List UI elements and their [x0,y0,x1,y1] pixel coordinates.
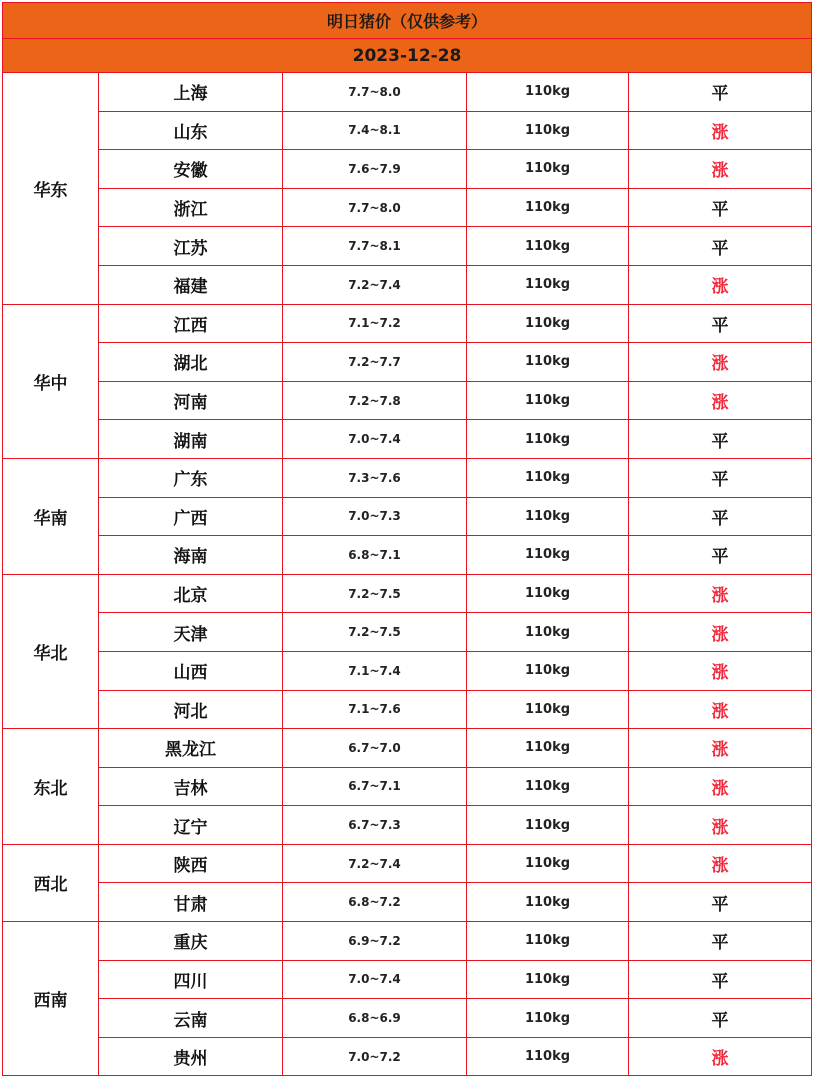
table-row [3,844,812,883]
table-row [3,574,812,613]
province-cell: 山东 [99,111,283,150]
weight-cell: 110kg [467,999,629,1038]
table-row [3,960,812,999]
trend-cell: 涨 [629,574,812,613]
weight-cell: 110kg [467,150,629,189]
price-range-cell: 7.2~7.5 [283,613,467,652]
price-range-cell: 6.7~7.3 [283,806,467,845]
weight-cell: 110kg [467,227,629,266]
weight-cell: 110kg [467,767,629,806]
trend-cell: 涨 [629,1037,812,1076]
weight-cell: 110kg [467,651,629,690]
weight-cell: 110kg [467,73,629,112]
region-cell: 华中 [3,304,99,458]
table-row [3,883,812,922]
price-range-cell: 7.7~8.1 [283,227,467,266]
trend-cell: 涨 [629,690,812,729]
weight-cell: 110kg [467,458,629,497]
table-title: 明日猪价（仅供参考） [3,3,812,39]
province-cell: 海南 [99,536,283,575]
weight-cell: 110kg [467,420,629,459]
trend-cell: 涨 [629,150,812,189]
weight-cell: 110kg [467,922,629,961]
trend-cell: 平 [629,960,812,999]
table-row [3,150,812,189]
trend-cell: 平 [629,227,812,266]
trend-cell: 平 [629,458,812,497]
price-range-cell: 6.8~7.1 [283,536,467,575]
price-range-cell: 6.7~7.0 [283,729,467,768]
weight-cell: 110kg [467,806,629,845]
weight-cell: 110kg [467,536,629,575]
table-row [3,651,812,690]
trend-cell: 平 [629,188,812,227]
weight-cell: 110kg [467,729,629,768]
province-cell: 安徽 [99,150,283,189]
trend-cell: 平 [629,922,812,961]
table-row [3,111,812,150]
weight-cell: 110kg [467,690,629,729]
title-row [3,3,812,39]
region-cell: 西北 [3,844,99,921]
table-row [3,613,812,652]
province-cell: 河南 [99,381,283,420]
trend-cell: 涨 [629,767,812,806]
province-cell: 天津 [99,613,283,652]
trend-cell: 平 [629,883,812,922]
table-row [3,73,812,112]
price-range-cell: 7.4~8.1 [283,111,467,150]
weight-cell: 110kg [467,497,629,536]
province-cell: 广西 [99,497,283,536]
price-range-cell: 7.1~7.4 [283,651,467,690]
weight-cell: 110kg [467,188,629,227]
table-row [3,265,812,304]
table-row [3,304,812,343]
weight-cell: 110kg [467,265,629,304]
table-row [3,1037,812,1076]
province-cell: 重庆 [99,922,283,961]
table-row [3,343,812,382]
table-date: 2023-12-28 [3,39,812,73]
table-row [3,420,812,459]
price-range-cell: 7.1~7.2 [283,304,467,343]
table-row [3,806,812,845]
price-range-cell: 7.2~7.7 [283,343,467,382]
province-cell: 湖南 [99,420,283,459]
price-range-cell: 6.7~7.1 [283,767,467,806]
region-cell: 西南 [3,922,99,1076]
price-range-cell: 7.0~7.2 [283,1037,467,1076]
province-cell: 北京 [99,574,283,613]
price-range-cell: 7.6~7.9 [283,150,467,189]
trend-cell: 平 [629,536,812,575]
weight-cell: 110kg [467,304,629,343]
trend-cell: 平 [629,999,812,1038]
trend-cell: 平 [629,497,812,536]
province-cell: 福建 [99,265,283,304]
trend-cell: 平 [629,420,812,459]
weight-cell: 110kg [467,343,629,382]
trend-cell: 平 [629,304,812,343]
region-cell: 华南 [3,458,99,574]
trend-cell: 涨 [629,844,812,883]
table-row [3,497,812,536]
pig-price-table [2,2,812,1076]
weight-cell: 110kg [467,960,629,999]
table-body [3,3,812,1076]
table-row [3,227,812,266]
price-range-cell: 7.0~7.4 [283,420,467,459]
price-range-cell: 7.1~7.6 [283,690,467,729]
province-cell: 上海 [99,73,283,112]
price-range-cell: 7.2~7.5 [283,574,467,613]
province-cell: 江苏 [99,227,283,266]
province-cell: 四川 [99,960,283,999]
trend-cell: 涨 [629,111,812,150]
table-row [3,381,812,420]
region-cell: 华东 [3,73,99,305]
province-cell: 陕西 [99,844,283,883]
weight-cell: 110kg [467,844,629,883]
province-cell: 甘肃 [99,883,283,922]
province-cell: 湖北 [99,343,283,382]
trend-cell: 涨 [629,651,812,690]
province-cell: 河北 [99,690,283,729]
trend-cell: 涨 [629,613,812,652]
province-cell: 辽宁 [99,806,283,845]
trend-cell: 平 [629,73,812,112]
weight-cell: 110kg [467,381,629,420]
trend-cell: 涨 [629,729,812,768]
province-cell: 黑龙江 [99,729,283,768]
price-range-cell: 7.2~7.4 [283,265,467,304]
price-range-cell: 7.7~8.0 [283,188,467,227]
province-cell: 云南 [99,999,283,1038]
price-range-cell: 7.0~7.3 [283,497,467,536]
price-range-cell: 6.9~7.2 [283,922,467,961]
weight-cell: 110kg [467,613,629,652]
region-cell: 东北 [3,729,99,845]
table-row [3,458,812,497]
table-row [3,729,812,768]
table-row [3,690,812,729]
price-range-cell: 6.8~7.2 [283,883,467,922]
price-range-cell: 7.2~7.8 [283,381,467,420]
table-row [3,767,812,806]
price-range-cell: 7.7~8.0 [283,73,467,112]
province-cell: 广东 [99,458,283,497]
table-row [3,536,812,575]
weight-cell: 110kg [467,111,629,150]
trend-cell: 涨 [629,381,812,420]
province-cell: 山西 [99,651,283,690]
price-range-cell: 6.8~6.9 [283,999,467,1038]
weight-cell: 110kg [467,1037,629,1076]
price-range-cell: 7.2~7.4 [283,844,467,883]
price-range-cell: 7.3~7.6 [283,458,467,497]
province-cell: 贵州 [99,1037,283,1076]
region-cell: 华北 [3,574,99,728]
trend-cell: 涨 [629,343,812,382]
table-row [3,999,812,1038]
trend-cell: 涨 [629,806,812,845]
province-cell: 浙江 [99,188,283,227]
province-cell: 江西 [99,304,283,343]
weight-cell: 110kg [467,574,629,613]
trend-cell: 涨 [629,265,812,304]
table-row [3,188,812,227]
province-cell: 吉林 [99,767,283,806]
price-range-cell: 7.0~7.4 [283,960,467,999]
date-row [3,39,812,73]
weight-cell: 110kg [467,883,629,922]
table-row [3,922,812,961]
